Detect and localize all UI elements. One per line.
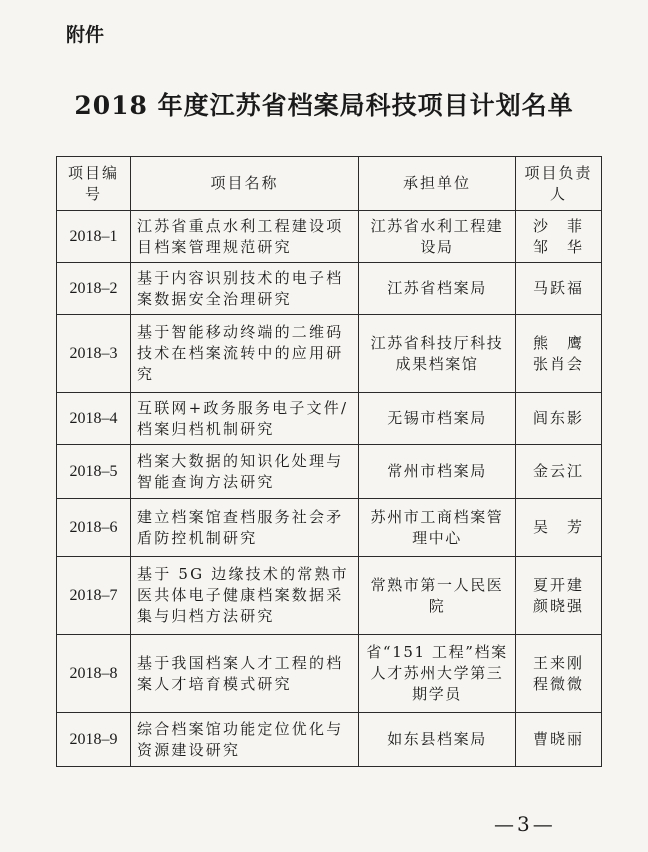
leader-name: 曹晓丽	[532, 730, 584, 748]
project-code: 2018–1	[57, 211, 131, 263]
project-leaders	[516, 499, 602, 557]
project-leaders	[516, 635, 602, 713]
attachment-label: 附件	[66, 24, 105, 46]
header-unit: 承担单位	[359, 157, 516, 211]
table-row	[57, 499, 602, 557]
leader-name: 沙 菲	[532, 216, 584, 235]
project-name: 互联网+政务服务电子文件/档案归档机制研究	[131, 393, 359, 445]
project-unit: 江苏省档案局	[359, 263, 516, 315]
leader-name: 程微微	[532, 674, 584, 693]
project-leaders	[516, 393, 602, 445]
project-code: 2018–4	[57, 393, 131, 445]
table-row	[57, 211, 602, 263]
page-title: 2018 年度江苏省档案局科技项目计划名单	[74, 91, 574, 120]
project-leaders	[516, 557, 602, 635]
leader-name: 邹 华	[532, 237, 584, 256]
project-unit: 如东县档案局	[359, 713, 516, 767]
leader-name: 王来刚	[532, 653, 584, 672]
header-name: 项目名称	[131, 157, 359, 211]
table-row	[57, 713, 602, 767]
project-code: 2018–2	[57, 263, 131, 315]
project-unit: 常熟市第一人民医院	[359, 557, 516, 635]
project-unit: 江苏省科技厅科技成果档案馆	[359, 315, 516, 393]
project-name: 基于我国档案人才工程的档案人才培育模式研究	[131, 635, 359, 713]
leader-name: 马跃福	[532, 279, 584, 297]
project-name: 档案大数据的知识化处理与智能查询方法研究	[131, 445, 359, 499]
project-code: 2018–9	[57, 713, 131, 767]
project-unit: 省“151 工程”档案人才苏州大学第三期学员	[359, 635, 516, 713]
header-code: 项目编号	[57, 157, 131, 211]
project-unit: 苏州市工商档案管理中心	[359, 499, 516, 557]
leader-name: 熊 鹰	[532, 333, 584, 352]
project-unit: 常州市档案局	[359, 445, 516, 499]
project-name: 基于内容识别技术的电子档案数据安全治理研究	[131, 263, 359, 315]
leader-name: 夏开建	[532, 575, 584, 594]
project-name: 基于智能移动终端的二维码技术在档案流转中的应用研究	[131, 315, 359, 393]
table-row	[57, 393, 602, 445]
leader-name: 吴 芳	[532, 518, 584, 536]
project-name: 建立档案馆查档服务社会矛盾防控机制研究	[131, 499, 359, 557]
project-code: 2018–3	[57, 315, 131, 393]
project-leaders	[516, 713, 602, 767]
table-row	[57, 263, 602, 315]
table-row	[57, 635, 602, 713]
project-unit: 无锡市档案局	[359, 393, 516, 445]
project-table	[56, 156, 602, 767]
table-row	[57, 445, 602, 499]
project-code: 2018–7	[57, 557, 131, 635]
page-number: —3—	[494, 812, 556, 836]
leader-name: 张肖会	[532, 354, 584, 373]
table-row	[57, 557, 602, 635]
project-leaders	[516, 211, 602, 263]
header-leader: 项目负责人	[516, 157, 602, 211]
leader-name: 颜晓强	[532, 596, 584, 615]
project-leaders	[516, 445, 602, 499]
project-code: 2018–5	[57, 445, 131, 499]
leader-name: 金云江	[532, 462, 584, 480]
project-leaders	[516, 315, 602, 393]
leader-name: 闾东影	[532, 409, 584, 427]
project-name: 江苏省重点水利工程建设项目档案管理规范研究	[131, 211, 359, 263]
project-unit: 江苏省水利工程建设局	[359, 211, 516, 263]
project-name: 综合档案馆功能定位优化与资源建设研究	[131, 713, 359, 767]
table-header-row	[57, 157, 602, 211]
project-leaders	[516, 263, 602, 315]
project-code: 2018–8	[57, 635, 131, 713]
project-code: 2018–6	[57, 499, 131, 557]
project-name: 基于 5G 边缘技术的常熟市医共体电子健康档案数据采集与归档方法研究	[131, 557, 359, 635]
table-row	[57, 315, 602, 393]
